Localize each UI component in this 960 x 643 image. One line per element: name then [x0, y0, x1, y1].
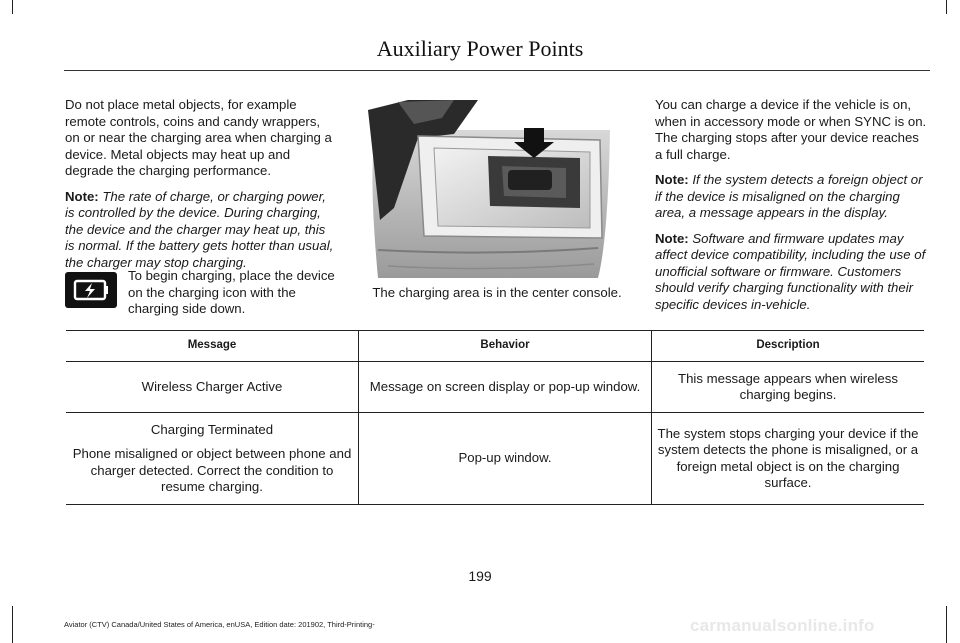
message-cell	[66, 361, 359, 412]
table-row	[66, 361, 924, 412]
watermark: carmanualsonline.info	[690, 616, 875, 635]
column-header-behavior: Behavior	[359, 331, 652, 362]
note-label: Note:	[655, 230, 689, 246]
note-label: Note:	[65, 188, 99, 204]
note-text: If the system detects a foreign object or if the device is misaligned on the charging area, a message appears in the display.	[655, 172, 923, 220]
right-column	[655, 97, 927, 322]
charge-rate-note	[65, 189, 337, 272]
description-cell: This message appears when wireless charging begins.	[652, 361, 925, 412]
page-number: 199	[468, 568, 492, 584]
crop-mark	[946, 606, 947, 643]
crop-mark	[946, 0, 947, 14]
left-column	[65, 97, 337, 280]
behavior-cell: Message on screen display or pop-up window.	[359, 361, 652, 412]
metal-objects-paragraph: Do not place metal objects, for example remote controls, coins and candy wrappers, on or near the charging area when charging a device. Metal objects may heat up and degrade the charging performance.	[65, 97, 332, 178]
message-cell	[66, 412, 359, 504]
page-title: Auxiliary Power Points	[376, 36, 584, 61]
column-header-message: Message	[66, 331, 359, 362]
title-rule	[64, 70, 930, 71]
table-row	[66, 412, 924, 504]
crop-mark	[12, 0, 13, 14]
behavior-cell: Pop-up window.	[359, 412, 652, 504]
note-text: The rate of charge, or charging power, is controlled by the device. During charging, the device and the charger may heat up, this is normal. If the battery gets hotter than usual, the charger may stop charging.	[65, 188, 334, 270]
wireless-charging-icon	[65, 272, 117, 308]
column-header-description: Description	[652, 331, 925, 362]
edition-footer: Aviator (CTV) Canada/United States of America, enUSA, Edition date: 201902, Third-Printing-	[64, 620, 375, 629]
charging-instruction: To begin charging, place the device on the charging icon with the charging side down.	[128, 268, 335, 316]
message-text: Charging Terminated	[150, 421, 274, 437]
foreign-object-note	[655, 172, 927, 222]
crop-mark	[12, 606, 13, 643]
messages-table	[66, 330, 924, 505]
message-text: Wireless Charger Active	[141, 378, 283, 394]
center-console-charging-pad-photo	[358, 100, 626, 278]
note-text: Software and firmware updates may affect device compatibility, including the use of unofficial software or firmware. Customers should verify charging functionality with their specific devices in-vehicle.	[655, 230, 926, 312]
charge-conditions-paragraph: You can charge a device if the vehicle is on, when in accessory mode or when SYNC is on. The charging stops after your device reaches a full charge.	[655, 97, 927, 162]
note-label: Note:	[655, 172, 689, 187]
table-header-row	[66, 331, 924, 362]
figure-caption: The charging area is in the center console.	[372, 285, 622, 300]
software-note	[655, 231, 927, 314]
description-cell: The system stops charging your device if the system detects the phone is misaligned, or a foreign metal object is on the charging surface.	[652, 412, 925, 504]
message-text: Phone misaligned or object between phone and charger detected. Correct the condition to resume charging.	[72, 446, 352, 494]
